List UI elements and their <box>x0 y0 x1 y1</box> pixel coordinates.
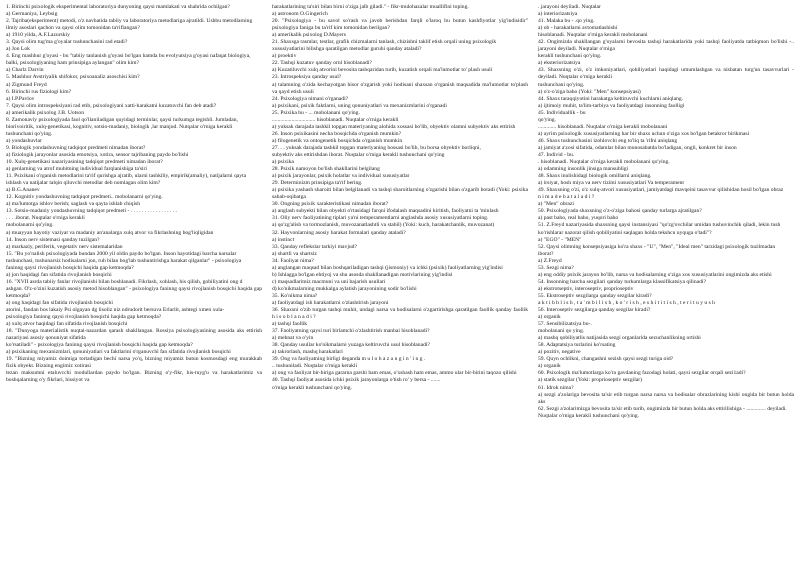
text-line: a) muayyan hayotiy vaziyat va madaniy an'analarga xulq atvor va fikrlashning bog'liqligidan <box>6 229 214 236</box>
text-line: 40. Tashqi faoliyat asosida ichki psixik jarayonlarga o'tish ro' y bersa - ....... <box>272 377 441 384</box>
text-line: b) Ishlagga bo'lgan ehtiyoj va shu asosda shakllanadigan motivlarining yig'indisi <box>272 271 453 278</box>
text-line: a) ong va faoliyat bir-biriga gararna garshi ham emas, o'xshash ham emas, ammo ular bir-birini taqozo qilishi <box>272 370 517 377</box>
text-line: o'rniga kerakli tushunchani qo'ying. <box>272 384 353 391</box>
text-line: 32. Hayvonlarning asosiy harakat formalari qanday ataladi? <box>272 229 406 236</box>
text-line: 25. Psixika bu - ... mobolanani qo'ying. <box>272 109 360 116</box>
text-line: 43. Shaxsning o'zi, o'z imkoniyatlari, qobiliyatlari haqidagi umumlashgan va nisbatan turg'un tasavvurlari -deyiladi. Nuqtalar o'rniga kerakli <box>538 67 794 81</box>
text-line: . hisoblanadi. Nuqtalar o'rniga kerakli mobolanani qo'ying. <box>538 159 670 166</box>
text-line: a) jon haqidagi fan sifatida rivojlanish bosqichi <box>6 271 112 278</box>
text-line: ishlash va natijalar talqin qiluvchi metodlar deb nomlagan olim kim? <box>6 180 161 187</box>
text-line: a) Germaniya, Leybsig <box>6 11 58 18</box>
text-line: a) eksteriorizatsiya <box>538 60 581 67</box>
text-line: 36. Shaxsni o'zib turgan tashqi muhit, undagi narsa va hodisalarni o'zgartirishga qaratilgan faollik qanday faollik h i s o b l a n a d i ? <box>272 307 530 321</box>
text-line: 55. Ekstroseptiv sezgilarga qanday sezgilar kiradi? <box>538 292 652 299</box>
text-line: faninng qaysi rivojlanish bosqichi haqida gap ketmoqda? <box>6 264 134 271</box>
text-line: a) Jon Lok <box>6 46 30 53</box>
text-line: 62. Sezgi a'zolarimizga bevosita ta'sir etib turib, ongimizda bir butun holda aks ettirilishiga - .............. deyiladi. <box>538 405 787 412</box>
text-line: a) irsiyat, hosh miya va nerv tizimi xususiyatlari Va temperament <box>538 180 684 187</box>
text-line: a) shartli va shartsiz <box>272 250 317 257</box>
text-line: 15. "Bu yo'nalish psixologiyada bundan 2000 yil oldin paydo bo'lgan. Inson hayotidagi barcha narsalar <box>6 250 237 257</box>
text-line: 59. Quyn ochlikni, changashni sezish qaysi sezgi turiga oid? <box>538 356 674 363</box>
text-line: 28. Psixik namoyon bo'lish shakllarini belgilang <box>272 166 380 173</box>
text-line: a) B.G.Ananev <box>6 187 40 194</box>
text-line: 29. Determinizm prinsipiga ta'rif bering. <box>272 180 363 187</box>
text-line: 60. Psixologik ma'lumotlarga ko'ra gavdaning fazodagi holati, qaysi sezgilar orqali sezi1adi? <box>538 370 746 377</box>
text-line: 48. Shaxs inulishidagi biologik omillarni aniqlang. <box>538 173 652 180</box>
text-line: 3. Qaysi olim tug'ma g'oyalar tushunchasini rad etadi? <box>6 39 128 46</box>
text-line: a) takrorlash, mashq harakatlari <box>272 349 343 356</box>
text-line: 5. Mashhur Avstriyalik shifokor, psixoanaliz asoschisi kim? <box>6 74 140 81</box>
text-line: a) o'z-o'ziga baho (Yoki: "Men" konsepsiyasi) <box>538 88 641 95</box>
text-line: a) organik <box>538 363 561 370</box>
text-line: a) fiziologik jarayonlar asosida emotsiya, xotira, sensor tajribaning paydo bo'lishi <box>6 151 189 158</box>
text-line: ashgan. O'z-o'zini kuzatish asosiy metod hisoblangan" - psixologiya faninng qaysi rivojlanish bosqichi haqida gap ketmoqda? <box>6 285 264 299</box>
text-line: 24. Psixologiya nimani o'rganadi? <box>272 95 349 102</box>
text-line: ko'rsatiladi" - psixologiya faninng qaysi rivojlanish bosqichi haqida gap ketmoqda? <box>6 342 193 349</box>
text-line: a) pozitiv, negative <box>538 349 581 356</box>
text-line: a) statik sezgilar (Yoki: proprioseptiv sezgilar) <box>538 377 642 384</box>
text-line: a) odamning insonlik jinsiga mansubligi <box>538 166 629 173</box>
text-line: tezan maksumni etaluvcchi modullardan paydo bo'lgan. Bizning o'y-fikr, his-tuyg'u va harakatlarimiz va boshqalarning o'y fikrlari, hissiyot va <box>6 370 264 384</box>
text-line: a) Z.Freyd <box>538 257 562 264</box>
text-line: 8. Zamonaviy psixologiyada faol qo'llaniladigan quyidagi terminlar, qaysi turkumga tegishli. Jumladan, <box>6 116 238 123</box>
text-line: harakatlarining ta'siri bilan birni o'ziga jalb giladi." - fikr-mulohazalar muallifini toping. <box>272 4 469 10</box>
text-line: a) eng oddiy psixik jarayon bo'lib, narsa va hodisalarning o'ziga xos xususiyatlarini ongimizda aks etishi <box>538 271 772 278</box>
text-line: 4. Eng mashhur g'oyasi - bu "tabiiy tanlanish g'oyasi bo'lgan hamda bu evolyutsiya g'oyasi nafaqat biologiya, <box>6 53 251 60</box>
text-line: 50. Psixologiyada shaxsning o'z-o'ziga bahosi qanday turlarga ajratilgan? <box>538 208 702 215</box>
text-line: 21. Shaxsga rasmlar, testlar, grafik chizmalarni tanlash, chizishni taklif etish orqali uning psixologik <box>272 39 497 46</box>
text-line: a) anglash subyekti bilan obyekti o'rtasidagi farqni ifodalash maqsadini kiritish, faoliyatni ta 'minlash <box>272 208 499 215</box>
text-line: a) psixikani, psixik faktlarni, uning qonuniyatlari va mexanizmlarini o'rganadi <box>272 102 447 109</box>
text-line: a) qo'zg'alish va tormozlanish, muvozanatlashtli va stabil) (Yoki: kuch, harakatchanlik, muvozanat) <box>272 222 495 229</box>
text-line: a) 1910 yilda, A.F.Lazurskiy <box>6 32 70 39</box>
text-line: a) mehnat va o'yin <box>272 335 314 342</box>
text-line: a) yondashuvlar <box>6 137 42 144</box>
text-line: ............................... hisoblanadi. Nuqtalar o'rniga kerakli <box>272 116 399 123</box>
text-line: a) ong haqidagi fan sifatida rivojlanish bosqichi <box>6 299 113 306</box>
text-line: a) past baho, real baho, yuqori baho <box>538 215 619 222</box>
text-column-left <box>6 4 262 565</box>
text-line: a) organik <box>538 314 561 321</box>
text-line: qo'ying. <box>538 116 556 123</box>
text-line: 61. Idrok nima? <box>538 384 574 391</box>
text-line: 47. Individ - bu. <box>538 151 575 158</box>
text-line: a) "Men" obrazi <box>538 201 574 208</box>
text-line: iborat? <box>538 250 554 257</box>
text-line: psixologiya faninng qaysi rivojlanish bosqichi haqida gap ketmoqda? <box>6 314 162 321</box>
text-line: 44. Shaxs taraqqiyotini harakatga keltiruvchi kuchlarni aniqlang. <box>538 95 684 102</box>
text-line: mobolanarni qo'ying. <box>6 222 54 229</box>
text-line: a) Charlz Darvin <box>6 67 44 74</box>
text-line: 10. Xulq-genetikasi nazariyasining tadqiqot predmeti nimadan iborat? <box>6 159 163 166</box>
text-line: mobolanani qo ying. <box>538 328 585 335</box>
text-line: a) ob - harakatlarni avtomatlashishi <box>538 25 618 32</box>
text-line: ko'rishlarar nazorat qilish qobiliyatini saqlagan holda tekshcu uyquga o'tadi"? <box>538 229 712 236</box>
text-line: c) maqsadlarimiz macmuni va uni bajarish usullari <box>272 278 386 285</box>
text-line: 41. Malaka bu - .qo ying. <box>538 18 595 25</box>
text-line: atorini, fandan bos lakaiy Psi olgayan dg lisoliz niz ndrudorit bersuva Erlarlit, ashtegi xmen xula- <box>6 307 225 314</box>
text-line: a) psixika yashash sharoiti bilan belgilanadi va tashqi sharoitlarning o'zgarishi bilan o'zgarib boradi (Yoki: psixika sabab-oqibatga <box>272 187 530 201</box>
text-line: 49. Shaxsning o'zi, o'z xulq-atvori xususiyatlari, jamiyatdagi mavqeini tasavvur qilishidan hosil bo'lgan obraz <box>538 187 784 194</box>
text-line: tushunchasi, tushunarsiz hodisalarni jon, ruh bilan bog'lab tushuntirishga harakat qilganlar" - psixologiya <box>6 257 242 264</box>
text-line: 16. "XVII asrda tabiiy fanlar rivojlanishi bilan boshlanadi. Fikrlash, xohlash, his qilish, gobiliyatini ong d <box>6 278 243 285</box>
text-line: 57. Sensibilizatsiya bu-. <box>538 321 592 328</box>
text-line: a) xulq atvor haqidagi fan sifatida rivojlanish bosqichi <box>6 321 128 328</box>
text-line: 30. Ongning psixik xarakteristikasi nimadan iborat? <box>272 201 389 208</box>
text-line: a) astronom O.Gingerich <box>272 11 328 18</box>
text-line: 19. "Bizning miyamiz doimiga tortadigan bechi narsa yo'q, bizning miyamiz butun kosmosdagi eng murakkab fizik obyekt. Bizning engimiz xotirasi <box>6 356 264 370</box>
text-line: a) faoliyatdagi ish harakatlarni o'zlashtirish jarayoni <box>272 299 389 306</box>
text-line: 58. Adaptatsiya turlarini ko'rsating <box>538 342 616 349</box>
text-line: biorivoiritik, xulq-genetikasi, kognitiv, sotsio-madaniy, biologik ,lar manjud. Nutqalar o'rniga kerakli <box>6 123 233 130</box>
text-line: 6. Birinchi rus fiziologi kim? <box>6 88 72 95</box>
text-line: a) anglangan maqsad bilan boshqariladigan tashqi (jismoniy) va ichki (psixik) faoliyatlarning yig'indisi <box>272 264 503 271</box>
text-line: a) I.P.Pavlov <box>6 95 35 102</box>
text-line: tushunchani qo'ying. <box>6 130 53 137</box>
text-line: a) psixika <box>272 159 294 166</box>
text-line: subyektiv aks ettirishdan iborat. Nuqtalar o'rniga kerakli tushunchani qo'ying <box>272 151 445 158</box>
text-line: a) Zigmund Freyd <box>6 81 47 88</box>
text-line: 9. Biologik yondashuvning tadqiqot predmeti nimadan iborat? <box>6 144 146 151</box>
text-line: 54. Insonning barcha sezgilari qanday turkumlarga klassifikatsiya qilinadi? <box>538 278 706 285</box>
text-line: a) ijtimoiy muhit, ta'lim-tarbiya va faoliyatdagi insonning faolligi <box>538 102 685 109</box>
text-line: 39. Ong va faoliyatning birligi deganda m u l o h a z a n g i n ' i n g . <box>272 356 426 363</box>
text-line: a) instinct <box>272 236 295 243</box>
text-line: a) yuksak darajada tashkil topgan materiyaning alohida xossasi bo'lib, obyektiv olamni subyektiv aks ettirish <box>272 123 516 130</box>
text-line: 2. Tajriba(eksperiment) metodi, o'z navbatida tabiiy va laboratoriya metodlariga ajratildi. Ushbu metodlarning <box>6 18 253 25</box>
text-line: 46. Shaxs tushunchasini izohlovchi eng to'liq ta 'rifni aniqlang <box>538 137 678 144</box>
text-line: a) talamning o'zida kechayotgan hisor o'zgarish yoki hodisani shaxsan o'rganish maqsadida ma'lumotlar to'plash va qayd etish usuli <box>272 81 530 95</box>
text-line: 23. Introspeksiya qanday usul? <box>272 74 342 81</box>
text-line: a) amerikalik psixolog J.B. Uotson <box>6 109 84 116</box>
text-line: ilmiy asoslari qachon va qaysi olim tomonidan ta'riflangan? <box>6 25 140 32</box>
text-line: 27. . . yuksak darajada tashkil topgan materiyaning hossasi bo'lib, bu borsa obyektiv borliqni, <box>272 144 481 151</box>
text-line: 31. Oliy nerv faoliyatining tiplari ya'ni temperamentlarni anglashda asosiy xususiyatlarni toping. <box>272 215 489 222</box>
text-line: 42. Ongimizda shakllangan g'oyalarni bevosita tashqi harakatlarida yoki tashqi faoliyatda tatbiqmon bo'lishi -.. jarayoni deyiladi. Nuqtalar o'rniga <box>538 39 796 53</box>
text-line: a) markaziy, periferik, vegetativ nerv sistemalaridan <box>6 243 123 250</box>
text-line: hisoblanadi. Nuqtalar o'rniga kerakli mobolanani <box>538 32 648 39</box>
text-line: a) jamiyat a'zosi sifatida, odamlar bilan munosabatda bo'ladigan, ongli, konkret bir inson <box>538 144 737 151</box>
text-line: 53. Sezgi nima? <box>538 264 574 271</box>
text-line: 22. Tashqi kuzatuv qanday ornl hisoblanadi? <box>272 60 372 67</box>
text-line: a) "EGO" - "MEN" <box>538 236 582 243</box>
text-line: d) ko'nikmalarning mukkalga aylatish jarayonining sodir bo'lishi <box>272 285 417 292</box>
text-line: 18. "Dunyoga materialistik nuqtai-nazardan qarash shakllangan. Rossiya psixologiyasining asosida aks ettirish nazariyasi asosiy qonuniyat sifatida <box>6 328 264 342</box>
text-line: a) ayrim psixologik xususiyatlarning har bir shaxs uchun o'ziga xos bo'lgan betakror birikmasi <box>538 130 750 137</box>
text-line: 51. Z.Freyd nazariyasida shaxsning qaysi instansiyasi "qo'zg'ovchilar umidan tushuvinchik qiladi, lekin tush <box>538 222 781 229</box>
text-line: a k t i b h l i s h , t a ' m b i l i s h , k o ' r i s h , e s h i t i t i s h , t e r i t u y u s h <box>538 299 715 306</box>
text-line: 12. Kognitiv yondashuvning tadqiqot predmeti.. mobolanarni qo'ying. <box>6 194 163 201</box>
text-line: tushunchani qo'ying. <box>538 81 585 88</box>
text-line: a) ekstrotseptiv, interoseptiv, proprioseptiv <box>538 285 634 292</box>
text-line: 7. Qaysi olim introspeksiyani rad etib, psixologiyani xatti-harakatni kuzatuvchi fan deb atadi? <box>6 102 217 109</box>
text-line: 14. Inson nerv sistemasi qanday tuzilgan? <box>6 236 100 243</box>
text-line: 34. Faoliyat nima? <box>272 257 314 264</box>
text-line: a) psixik jarayonlar, psixik holatlar va individual xususiyatlar <box>272 173 410 180</box>
text-line: a) genlarning va atrof muhitning individual farqlanishiga ta'siri <box>6 166 147 173</box>
text-line: 45. Individuallik - bu <box>538 109 586 116</box>
text-line: a) interiorizatsiya <box>538 11 578 18</box>
text-line: a) tashqi faollik <box>272 321 308 328</box>
text-line: a) amerikalik psixolog D.Mayers <box>272 32 346 39</box>
text-line: 35. Ko'nikma nima? <box>272 292 318 299</box>
text-line: a) sezgi a'zolariga bevosita ta'sir etib turgan narsa narsa va hodisalar obrazlarining kishi ongida bir butun holda aks <box>538 391 796 405</box>
text-line: 37. Faoliyatning qaysi turi birlamchi o'zlashtirish manbai hisoblanadi? <box>272 328 430 335</box>
text-column-middle <box>272 4 528 565</box>
text-line: 56. Interoseptiv sezgilarga qanday sezgilar kiradi? <box>538 307 651 314</box>
text-line: .. tushuniladi. Nuqtalar o'rniga kerakli <box>272 363 358 370</box>
text-line: a) proektiv <box>272 53 297 60</box>
text-line: Nuqtalar o'rniga kerakli tushunchani qo'ying. <box>538 412 639 419</box>
text-line: balki, psixologiyaning ham prinsipiga aylangan" olim kim? <box>6 60 139 67</box>
text-line: 33. Qanday reflekslar tarkiyi mavjud? <box>272 243 357 250</box>
text-line: a) ma'lumotga ishlov berish; saglash va qayta ishlab chiqish <box>6 201 140 208</box>
text-line: a) Kuzatiluvchi xulq atvorini bevosita tashqaridan turib, kuzatish orqali ma'lumotlar to' plash usuli <box>272 67 493 74</box>
text-column-right <box>538 4 794 565</box>
text-line: . . . .iborat. Nuqtalar o'rniga kerakli <box>6 215 85 222</box>
text-line: 52. Qaysi olimning konsepsiyasiga ko'ra shaxs - "U", "Men", "Ideal men" tarzidagi psixologik tuzilmadan <box>538 243 776 250</box>
text-line: 1. Birinchi psixologik eksperimental laboratoriya dunyoning qaysi mamlakati va shahrida ochilgan? <box>6 4 230 10</box>
text-line: 26. Inson psixikasini necha bosqichda o'rganish mumkin? <box>272 130 402 137</box>
text-line: a) mashq qobiliyatlis natijasida sezgi organlarida sezuchanlikning ortishi <box>538 335 701 342</box>
text-line: n i m a d e b a t a l a d i ? <box>538 194 595 201</box>
text-line: ............. hisoblanadi. Nuqtalar o'rniga kerakli mobolanani <box>538 123 668 130</box>
text-line: 13. Sotsio-madaniy yondashuvning tadqiqot predmeti - . . . . . . . . . . . . . . . . . <box>6 208 177 215</box>
text-line: kerakli tushunchani qo'ying. <box>538 53 602 60</box>
text-line: . jarayoni deyiladi. Nuqtalar <box>538 4 601 10</box>
text-line: a) filogenetik va ontogenetik bosqichda o'rganish mumkin <box>272 137 403 144</box>
text-line: a) psixikaning mexanizmlari, qonuniyatlari va faktlarini o'rganuvchi fan sifatida rivojlanish bosqichi <box>6 349 231 356</box>
text-line: 38. Qanday usullar ko'nikmalarni yuzaga keltiruvchi usul hisoblanadi? <box>272 342 430 349</box>
text-line: xususiyatlarini bilishga qaratilgan metodlar guruhi qanday ataladi? <box>272 46 422 53</box>
text-line: 20. "Psixologiya - bu savol so'rash va javob berishdan farqli o'laroq bu butun kashfiyotlar yig'indisidir" psixologiya faniga bu ta'rif kim tomonidan berilgan? <box>272 18 530 32</box>
text-line: 11. Psixikani o'rganish metodlarini ta'rif qurishga ajratib, ularni tashkiliy, empirik(amaliy), natijalarni qayta <box>6 173 247 180</box>
